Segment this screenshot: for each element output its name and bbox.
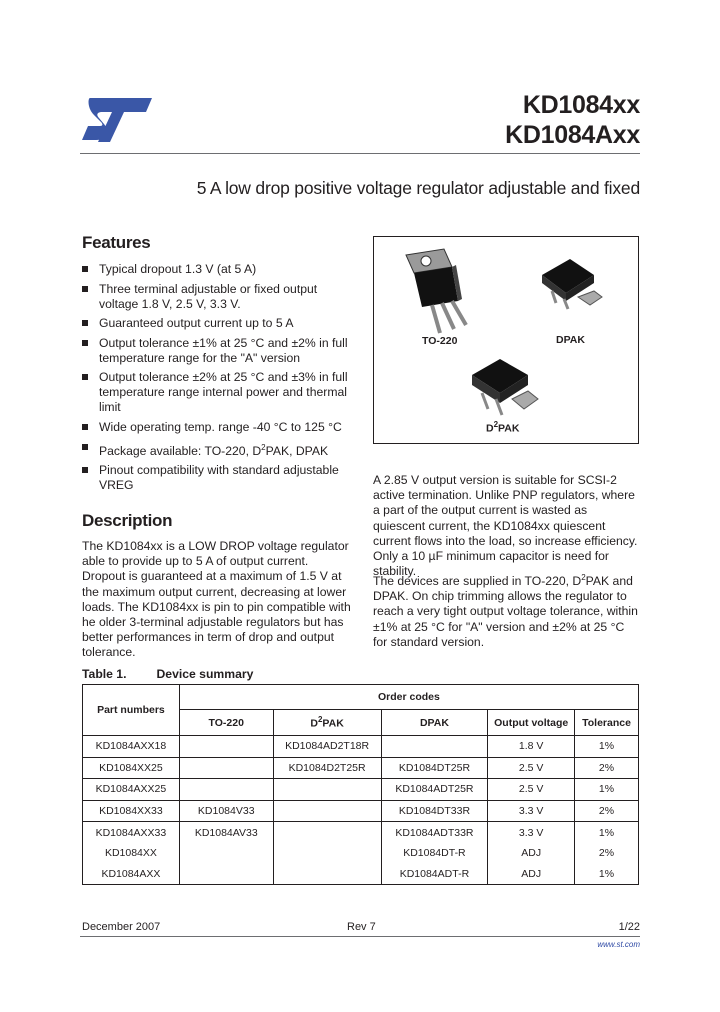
- table-row: KD1084AXX18 KD1084AD2T18R 1.8 V 1%: [83, 736, 639, 758]
- header-output-voltage: Output voltage: [488, 710, 575, 736]
- table-caption-title: Device summary: [156, 667, 254, 681]
- features-list: [82, 262, 357, 498]
- dpak-package-icon: [534, 251, 614, 313]
- title-line-2: KD1084Axx: [505, 121, 640, 149]
- features-heading: Features: [82, 233, 151, 252]
- header-part-numbers: Part numbers: [83, 685, 180, 736]
- feature-item: Guaranteed output current up to 5 A: [82, 316, 357, 331]
- website-link[interactable]: www.st.com: [597, 940, 640, 949]
- header-order-codes: Order codes: [179, 685, 638, 710]
- table-row: KD1084XX25 KD1084D2T25R KD1084DT25R 2.5 V 2%: [83, 757, 639, 779]
- description-right-paragraph-2: The devices are supplied in TO-220, $D^2PAK$ and DPAK. On chip trimming allows the regulator to reach a very tight output voltage tolerance, within ±1% at 25 °C for "A" version and ±2% at 25 °C for standard version.: [373, 573, 638, 649]
- package-image-box: [373, 236, 639, 444]
- feature-item: Output tolerance ±1% at 25 °C and ±2% in full temperature range for the "A" version: [82, 336, 357, 366]
- table-row: KD1084AXX25 KD1084ADT25R 2.5 V 1%: [83, 779, 639, 801]
- footer-page-number: 1/22: [618, 921, 640, 933]
- feature-item-package: Package available: TO-220, $D^2PAK$, DPAK: [82, 440, 357, 459]
- feature-item: Typical dropout 1.3 V (at 5 A): [82, 262, 357, 277]
- d2pak-label: $D^2PAK$: [486, 420, 520, 435]
- feature-item: Output tolerance ±2% at 25 °C and ±3% in full temperature range internal power and thermal limit: [82, 370, 357, 415]
- header-divider: [80, 153, 640, 154]
- table-row: KD1084AXX KD1084ADT-R ADJ 1%: [83, 864, 639, 885]
- document-subtitle: 5 A low drop positive voltage regulator adjustable and fixed: [196, 178, 640, 198]
- document-title: [505, 90, 640, 150]
- dpak-label: DPAK: [556, 334, 585, 346]
- header-dpak: DPAK: [381, 710, 488, 736]
- feature-item: Pinout compatibility with standard adjustable VREG: [82, 463, 357, 493]
- st-logo-icon: [80, 96, 154, 142]
- description-right-paragraph-1: A 2.85 V output version is suitable for SCSI-2 active termination. Unlike PNP regulators, where a part of the output current is wasted as quiescent current, the KD1084xx quiescent current flows into the load, so increase efficiency. Only a 10 µF minimum capacitor is need for stability.: [373, 473, 638, 579]
- table-row: KD1084XX KD1084DT-R ADJ 2%: [83, 843, 639, 864]
- header-tolerance: Tolerance: [575, 710, 639, 736]
- table-row: KD1084AXX33 KD1084AV33 KD1084ADT33R 3.3 V 1%: [83, 822, 639, 843]
- table-caption-label: Table 1.: [82, 667, 127, 681]
- header-to220: TO-220: [179, 710, 273, 736]
- table-caption: [82, 667, 253, 681]
- device-summary-table: [82, 684, 639, 885]
- to220-package-icon: [396, 245, 496, 339]
- description-heading: Description: [82, 511, 173, 530]
- footer-revision: Rev 7: [347, 921, 376, 933]
- footer-date: December 2007: [82, 921, 161, 933]
- feature-item: Wide operating temp. range -40 °C to 125 °C: [82, 420, 357, 435]
- footer-divider: [80, 936, 640, 937]
- description-left-text: The KD1084xx is a LOW DROP voltage regulator able to provide up to 5 A of output current. Dropout is guaranteed at a maximum of 1.5 V at the maximum output current, decreasing at lower loads. The KD1084xx is pin to pin compatible with he older 3-terminal adjustable regulators but has better performances in term of drop and output tolerance.: [82, 539, 351, 660]
- table-row: KD1084XX33 KD1084V33 KD1084DT33R 3.3 V 2%: [83, 800, 639, 822]
- header-d2pak: $D^2PAK$: [273, 710, 381, 736]
- title-line-1: KD1084xx: [522, 91, 640, 119]
- to220-label: TO-220: [422, 335, 458, 347]
- feature-item: Three terminal adjustable or fixed output voltage 1.8 V, 2.5 V, 3.3 V.: [82, 282, 357, 312]
- d2pak-package-icon: [466, 353, 546, 419]
